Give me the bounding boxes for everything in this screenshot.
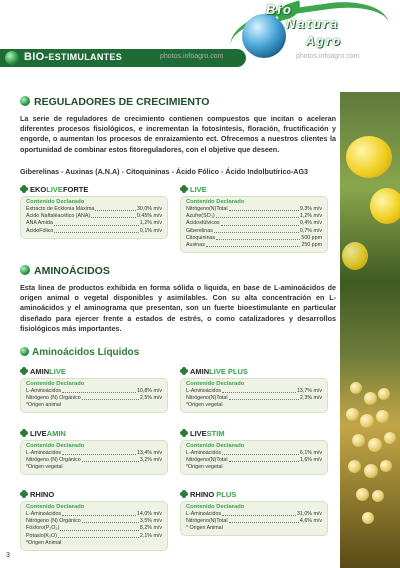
lemon-image (342, 242, 368, 270)
component-value: 1,2% m/v (139, 220, 162, 227)
aminoacidos-paragraph: Esta linea de productos exhibida en forma sólida o liquida, en base de L-aminoácidos de origen animal o vegetal disponibles y asimilables. Con su alta concentración en L-aminoácidos y el aminograma que presentan, son un fuerte bioestimulante en particular diseñado para ejercer frente a estados de estrés, o como catalizadores y desarrollos fisiológicos más importantes. (20, 283, 336, 333)
declared-label: Contenido Declarado (26, 443, 85, 449)
component-value: 10,8% m/v (136, 388, 162, 394)
composition-row (26, 228, 162, 235)
component-value: 3,2% m/v (139, 457, 162, 464)
component-value: 3,5% m/v (139, 518, 162, 525)
product-card (180, 185, 330, 253)
dot-leader (82, 518, 139, 523)
product-composition-box (180, 196, 328, 253)
component-name: L-Aminoácidos (26, 388, 62, 394)
grape-image (384, 432, 396, 444)
component-name: Nitrógeno(N)Total (186, 395, 228, 402)
composition-row (186, 220, 322, 227)
dot-leader (229, 395, 299, 400)
composition-row (186, 206, 322, 213)
dot-leader (222, 388, 296, 393)
composition-row (186, 518, 322, 525)
grape-image (360, 414, 374, 428)
grape-image (352, 434, 365, 447)
dot-leader (216, 213, 299, 218)
component-name: Ácido Naftaléacético (ANA) (26, 213, 91, 220)
product-composition-box (20, 501, 168, 551)
globe-icon (20, 96, 30, 106)
composition-row (186, 395, 322, 402)
component-value: 2,3% m/v (299, 395, 322, 402)
product-composition-box (20, 378, 168, 413)
grape-image (364, 392, 377, 405)
origin-note: *Origen Animal (26, 539, 62, 546)
component-value: 0,7% m/v (299, 227, 322, 234)
grape-image (362, 512, 374, 524)
globe-icon (20, 347, 29, 356)
clover-icon (20, 367, 28, 375)
origin-note: * Origen Animal (186, 525, 223, 532)
product-name: LIVESTIM (180, 429, 330, 438)
component-name: Azufre(SO₃) (186, 213, 215, 220)
grape-image (364, 464, 378, 478)
composition-row (186, 242, 322, 249)
grape-image (346, 408, 359, 421)
dot-leader (206, 242, 301, 247)
composition-row (186, 388, 322, 395)
declared-label: Contenido Declarado (186, 504, 245, 510)
dot-leader (62, 511, 136, 516)
component-name: Fósforo(P₂O₅) (26, 525, 60, 532)
dot-leader (214, 228, 299, 233)
composition-row (186, 450, 322, 457)
product-name: EKOLIVEFORTE (20, 185, 170, 194)
clover-icon (20, 185, 28, 193)
composition-row (26, 457, 162, 464)
declared-label: Contenido Declarado (26, 381, 85, 387)
component-value: 13,4% m/v (136, 450, 162, 456)
reguladores-paragraph: La serie de reguladores de crecimiento contienen compuestos que incitan o aceleran diferentes procesos fisiológicos, e incrementan la fotosíntesis, floración, fructificación y engorde, o aumentan los procesos de enraizamiento ect. Ofrecemos a nuestros clientes la oportunidad de combinar estos fitoreguladores, con el objetive que deseen. (20, 114, 336, 154)
composition-row (186, 228, 322, 235)
clover-icon (180, 185, 188, 193)
product-card (180, 490, 330, 536)
dot-leader (221, 220, 299, 225)
declared-label: Contenido Declarado (186, 199, 245, 205)
product-card (20, 490, 170, 551)
component-name: Nitrógeno (N) Orgánico (26, 457, 81, 464)
composition-row (26, 525, 162, 532)
component-name: Nitrógeno (N) Orgánico (26, 395, 81, 402)
component-value: 31,0% m/v (296, 511, 322, 517)
component-value: 6,1% m/v (299, 450, 322, 456)
component-name: Nitrógeno(N)Total (186, 206, 228, 212)
component-name: Nitrógeno(N)Total (186, 518, 228, 525)
product-name: RHINO PLUS (180, 490, 330, 499)
composition-row (26, 220, 162, 227)
composition-row (26, 518, 162, 525)
dot-leader (54, 220, 139, 225)
composition-row (26, 388, 162, 395)
dot-leader (222, 450, 299, 455)
clover-icon (20, 490, 28, 498)
product-name: RHINO (20, 490, 170, 499)
bionaturaagro-logo (230, 0, 400, 62)
grape-image (378, 388, 390, 400)
composition-row (186, 235, 322, 242)
product-name: LIVE (180, 185, 330, 194)
component-value: 4,6% m/v (299, 518, 322, 525)
product-card (20, 367, 170, 413)
origin-note: *Origen vegetal (186, 402, 223, 409)
dot-leader (82, 457, 139, 462)
lemon-image (370, 188, 400, 224)
component-value: 30,0% m/v (136, 206, 162, 212)
component-value: 1,6% m/v (299, 457, 322, 464)
component-value: 1,2% m/v (299, 213, 322, 220)
product-composition-box (20, 440, 168, 475)
product-composition-box (180, 378, 328, 413)
clover-icon (180, 367, 188, 375)
declared-label: Contenido Declarado (186, 443, 245, 449)
component-name: Extracto de Ecklonia Máxima (26, 206, 95, 212)
component-name: Citoquininas (186, 234, 216, 241)
component-name: Auxinas (186, 242, 205, 249)
component-name: L-Aminoácidos (186, 388, 222, 394)
dot-leader (54, 228, 139, 233)
component-name: L-Aminoácidos (186, 511, 222, 517)
component-value: 500 ppm (301, 234, 322, 241)
dot-leader (60, 525, 139, 530)
component-name: Potasio(K₂O) (26, 532, 57, 539)
dot-leader (222, 511, 296, 516)
declared-label: Contenido Declarado (186, 381, 245, 387)
declared-label: Contenido Declarado (26, 199, 85, 205)
dot-leader (62, 450, 136, 455)
grape-image (368, 438, 382, 452)
dot-leader (229, 457, 299, 462)
component-name: Ácidosfúlvicos (186, 220, 220, 227)
product-card (20, 185, 170, 239)
grape-image (348, 460, 361, 473)
component-name: Giberelinas (186, 227, 213, 234)
dot-leader (91, 213, 136, 218)
section-title: BIO-ESTIMULANTES (24, 51, 123, 63)
component-value: 9,3% m/v (299, 206, 322, 212)
origin-note: *Origen vegetal (186, 464, 223, 471)
product-name: LIVEAMIN (20, 429, 170, 438)
origin-note: *Origen animal (26, 402, 62, 409)
watermark: photos.infoagro.com (160, 53, 224, 60)
watermark: photos.infoagro.com (296, 53, 360, 60)
component-value: 8,2% m/v (139, 525, 162, 532)
component-name: ÁcidoFólico (26, 227, 54, 234)
product-card (20, 429, 170, 475)
clover-icon (180, 490, 188, 498)
declared-label: Contenido Declarado (26, 504, 85, 510)
product-composition-box (180, 440, 328, 475)
dot-leader (95, 206, 136, 211)
component-name: L-Aminoácidos (186, 450, 222, 456)
component-name: ANA Amida (26, 220, 53, 227)
component-value: 14,0% m/v (136, 511, 162, 517)
grape-image (350, 382, 362, 394)
dot-leader (58, 533, 139, 538)
grape-image (356, 488, 369, 501)
product-card (180, 367, 330, 413)
composition-row (26, 450, 162, 457)
component-value: 2,1% m/v (139, 532, 162, 539)
composition-row (26, 213, 162, 220)
product-name: AMINLIVE (20, 367, 170, 376)
logo-word: Natura (286, 16, 340, 31)
composition-row (26, 511, 162, 518)
fruit-photo-strip (340, 92, 400, 568)
product-name: AMINLIVE PLUS (180, 367, 330, 376)
grape-image (380, 460, 392, 472)
component-value: 0,4% m/v (299, 220, 322, 227)
dot-leader (62, 388, 136, 393)
origin-note: *Origen vegetal (26, 464, 63, 471)
reguladores-heading: REGULADORES DE CRECIMIENTO (20, 96, 209, 108)
component-value: 0,45% m/v (136, 213, 162, 220)
clover-icon (180, 429, 188, 437)
lemon-image (346, 136, 392, 178)
component-name: L-Aminoácidos (26, 450, 62, 456)
component-value: 2,5% m/v (139, 395, 162, 402)
grape-image (376, 410, 389, 423)
product-composition-box (20, 196, 168, 239)
reguladores-list: Giberelinas - Auxinas (A.N.A) - Citoquininas - Ácido Fólico - Ácido Indolbutírico-AG3 (20, 167, 309, 176)
grape-image (372, 490, 384, 502)
component-value: 13,7% m/v (296, 388, 322, 394)
product-card (180, 429, 330, 475)
component-value: 250 ppm (301, 242, 322, 249)
dot-leader (229, 518, 299, 523)
component-name: Nitrógeno (N) Orgánico (26, 518, 81, 525)
composition-row (186, 511, 322, 518)
page-number: 3 (6, 552, 10, 559)
clover-icon (20, 429, 28, 437)
globe-icon (5, 51, 19, 65)
component-name: Nitrógeno(N)Total (186, 457, 228, 464)
dot-leader (216, 235, 300, 240)
dot-leader (229, 206, 299, 211)
composition-row (26, 533, 162, 540)
product-composition-box (180, 501, 328, 536)
globe-icon (20, 265, 30, 275)
composition-row (186, 457, 322, 464)
composition-row (26, 395, 162, 402)
logo-word: Agro (306, 34, 342, 48)
dot-leader (82, 395, 139, 400)
logo-word: Bio (266, 2, 293, 17)
component-name: L-Aminoácidos (26, 511, 62, 517)
component-value: 0,1% m/v (139, 227, 162, 234)
aminoacidos-heading: AMINOÁCIDOS (20, 265, 110, 277)
aminoacidos-liquidos-heading: Aminoácidos Líquidos (20, 347, 139, 358)
